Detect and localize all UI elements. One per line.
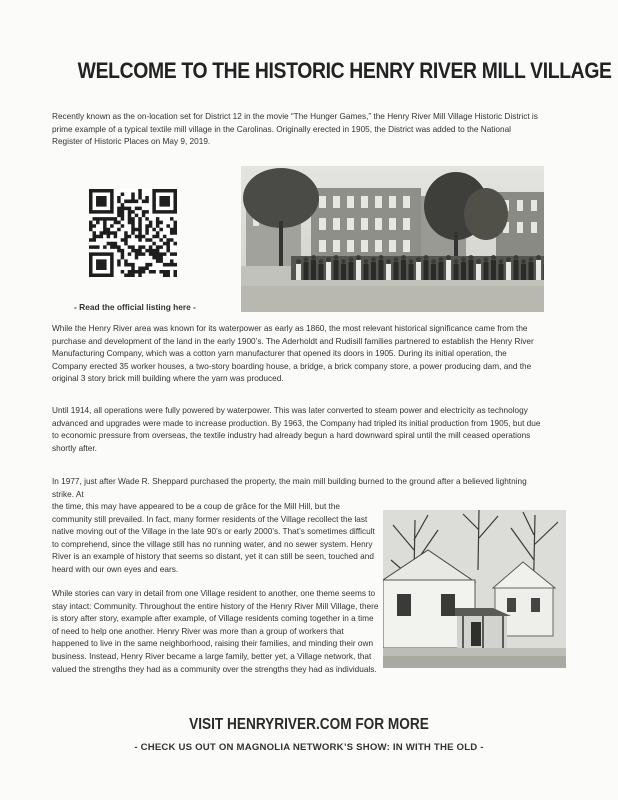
tv-show-note: - CHECK US OUT ON MAGNOLIA NETWORK’S SHOW: IN WITH THE OLD -	[134, 742, 484, 753]
qr-code-image	[89, 189, 177, 277]
qr-code[interactable]	[89, 189, 177, 277]
power-paragraph: Until 1914, all operations were fully powered by waterpower. This was later converted to steam power and electricity as technology advanced and upgrades were made to increase production. By 1963, the Company had tripled its initial production from 1905, but due to economic pressure from overseas, the textile industry had already begun a hard downward spiral until the mill ceased operations shortly after.	[52, 406, 541, 453]
fire-paragraph: the time, this may have appeared to be a coup de grâce for the Mill Hill, but the community still prevailed. In fact, many former residents of the Village recollect the last native moving out of the Village in the late 90’s or early 2000’s. That’s sometimes difficult to comprehend, since the village still has no running water, and no sewer system. Henry River is an example of history that seems so distant, yet it can still be seen, touched and heard with our own eyes and ears.	[52, 502, 375, 574]
community-paragraph: While stories can vary in detail from one Village resident to another, one theme seems to stay intact: Community. Throughout the entire history of the Henry River Mill Village, there is story after story, example after example, of Village residents coming together in a time of need to help one another. Henry River was more than a group of workers that happened to live in the same neighborhood, raising their families, and minding their own business. Instead, Henry River became a large family, better yet, a Village network, that valued the strengths they had as a community over the strengths they had as individuals.	[52, 589, 379, 674]
intro-paragraph: Recently known as the on-location set for District 12 in the movie “The Hunger Games,” the Henry River Mill Village Historic District is prime example of a typical textile mill village in the Carolinas. Originally erected in 1905, the District was added to the National Register of Historic Places on May 9, 2019.	[52, 112, 538, 147]
website-link[interactable]: VISIT HENRYRIVER.COM FOR MORE	[189, 716, 429, 733]
history-paragraph: While the Henry River area was known for its waterpower as early as 1860, the most relevant historical significance came from the purchase and development of the land in the early 1900’s. The Aderholdt and Rudisill families partnered to establish the Henry River Manufacturing Company, which was a cotton yarn manufacturer that opened its doors in 1905. During its initial operation, the Company erected 35 worker houses, a two-story boarding house, a bridge, a brick company store, a power producing dam, and the original 3 story brick mill building where the yarn was produced.	[52, 324, 534, 384]
fire-paragraph-intro: In 1977, just after Wade R. Sheppard purchased the property, the main mill building burned to the ground after a believed lightning strike. At	[52, 477, 527, 499]
village-house-photo	[383, 510, 566, 668]
mill-workers-photo	[241, 166, 544, 312]
page-title: WELCOME TO THE HISTORIC HENRY RIVER MILL VILLAGE	[77, 58, 612, 83]
qr-caption: - Read the official listing here -	[74, 302, 196, 312]
